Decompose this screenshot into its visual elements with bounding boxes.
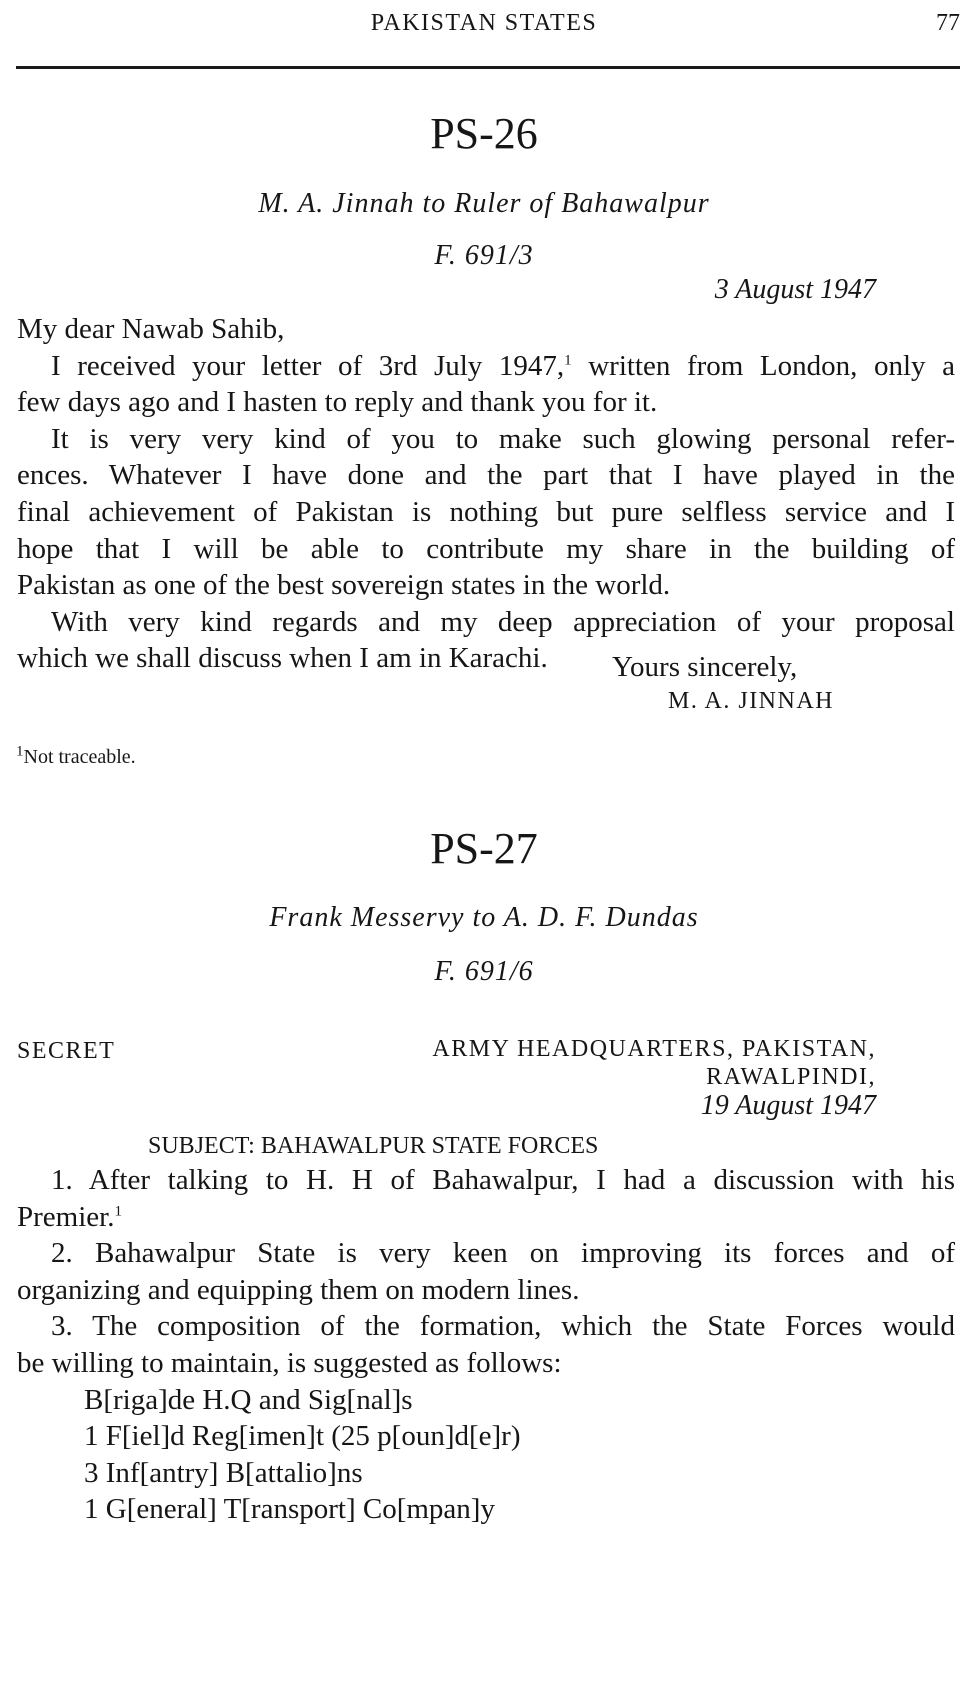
salutation: My dear Nawab Sahib,	[17, 313, 285, 345]
body-line: final achievement of Pakistan is nothing but pure selfless service and I	[17, 495, 955, 528]
body-line: Premier.$^1$	[17, 1200, 122, 1233]
subject-line: SUBJECT: BAHAWALPUR STATE FORCES	[148, 1133, 599, 1159]
document-parties: Frank Messervy to A. D. F. Dundas	[269, 902, 699, 933]
body-line: few days ago and I hasten to reply and thank you for it.	[17, 386, 658, 419]
body-line: With very kind regards and my deep appreciation of your proposal	[51, 605, 955, 638]
body-line: ences. Whatever I have done and the part that I have played in the	[17, 459, 955, 492]
body-line: It is very very kind of you to make such glowing personal refer-	[51, 422, 955, 455]
page-number: 77	[936, 10, 960, 36]
closing: Yours sincerely,	[612, 651, 798, 683]
list-item: 1 G[eneral] T[ransport] Co[mpan]y	[84, 1493, 495, 1526]
letter-date: 3 August 1947	[714, 274, 876, 305]
signature: M. A. JINNAH	[668, 688, 835, 714]
footnote-marker: 1	[114, 1202, 122, 1219]
document-title: PS-26	[430, 109, 538, 158]
letter-date: 19 August 1947	[700, 1090, 876, 1121]
body-line: Pakistan as one of the best sovereign states in the world.	[17, 569, 671, 602]
body-line: 2. Bahawalpur State is very keen on improving its forces and of	[51, 1237, 955, 1270]
body-line: organizing and equipping them on modern lines.	[17, 1273, 580, 1306]
body-line: 1. After talking to H. H of Bahawalpur, I had a discussion with his	[51, 1164, 955, 1196]
list-item: 3 Inf[antry] B[attalio]ns	[84, 1456, 363, 1489]
footnote-marker: 1	[16, 743, 24, 760]
address-line: ARMY HEADQUARTERS, PAKISTAN,	[432, 1036, 876, 1062]
file-reference: F. 691/3	[434, 240, 534, 271]
letter-body	[17, 1162, 955, 1528]
footnote: $^1$Not traceable.	[16, 743, 136, 768]
running-head: PAKISTAN STATES	[370, 10, 598, 36]
body-line: 3. The composition of the formation, which the State Forces would	[51, 1310, 955, 1343]
classification: SECRET	[17, 1038, 116, 1064]
document-parties: M. A. Jinnah to Ruler of Bahawalpur	[258, 188, 710, 219]
letter-body	[17, 311, 955, 677]
list-item: 1 F[iel]d Reg[imen]t (25 p[oun]d[e]r)	[84, 1420, 521, 1453]
document-title: PS-27	[430, 824, 538, 873]
header-rule	[16, 66, 960, 69]
address-line: RAWALPINDI,	[706, 1064, 876, 1090]
body-line: hope that I will be able to contribute my share in the building of	[17, 532, 955, 565]
list-item: B[riga]de H.Q and Sig[nal]s	[84, 1383, 413, 1416]
footnote-marker: 1	[564, 351, 572, 368]
body-line: which we shall discuss when I am in Karachi.	[17, 642, 548, 675]
body-line: be willing to maintain, is suggested as follows:	[17, 1346, 562, 1379]
body-line: I received your letter of 3rd July 1947,$^1$ written from London, only a	[51, 349, 955, 382]
file-reference: F. 691/6	[434, 956, 534, 987]
